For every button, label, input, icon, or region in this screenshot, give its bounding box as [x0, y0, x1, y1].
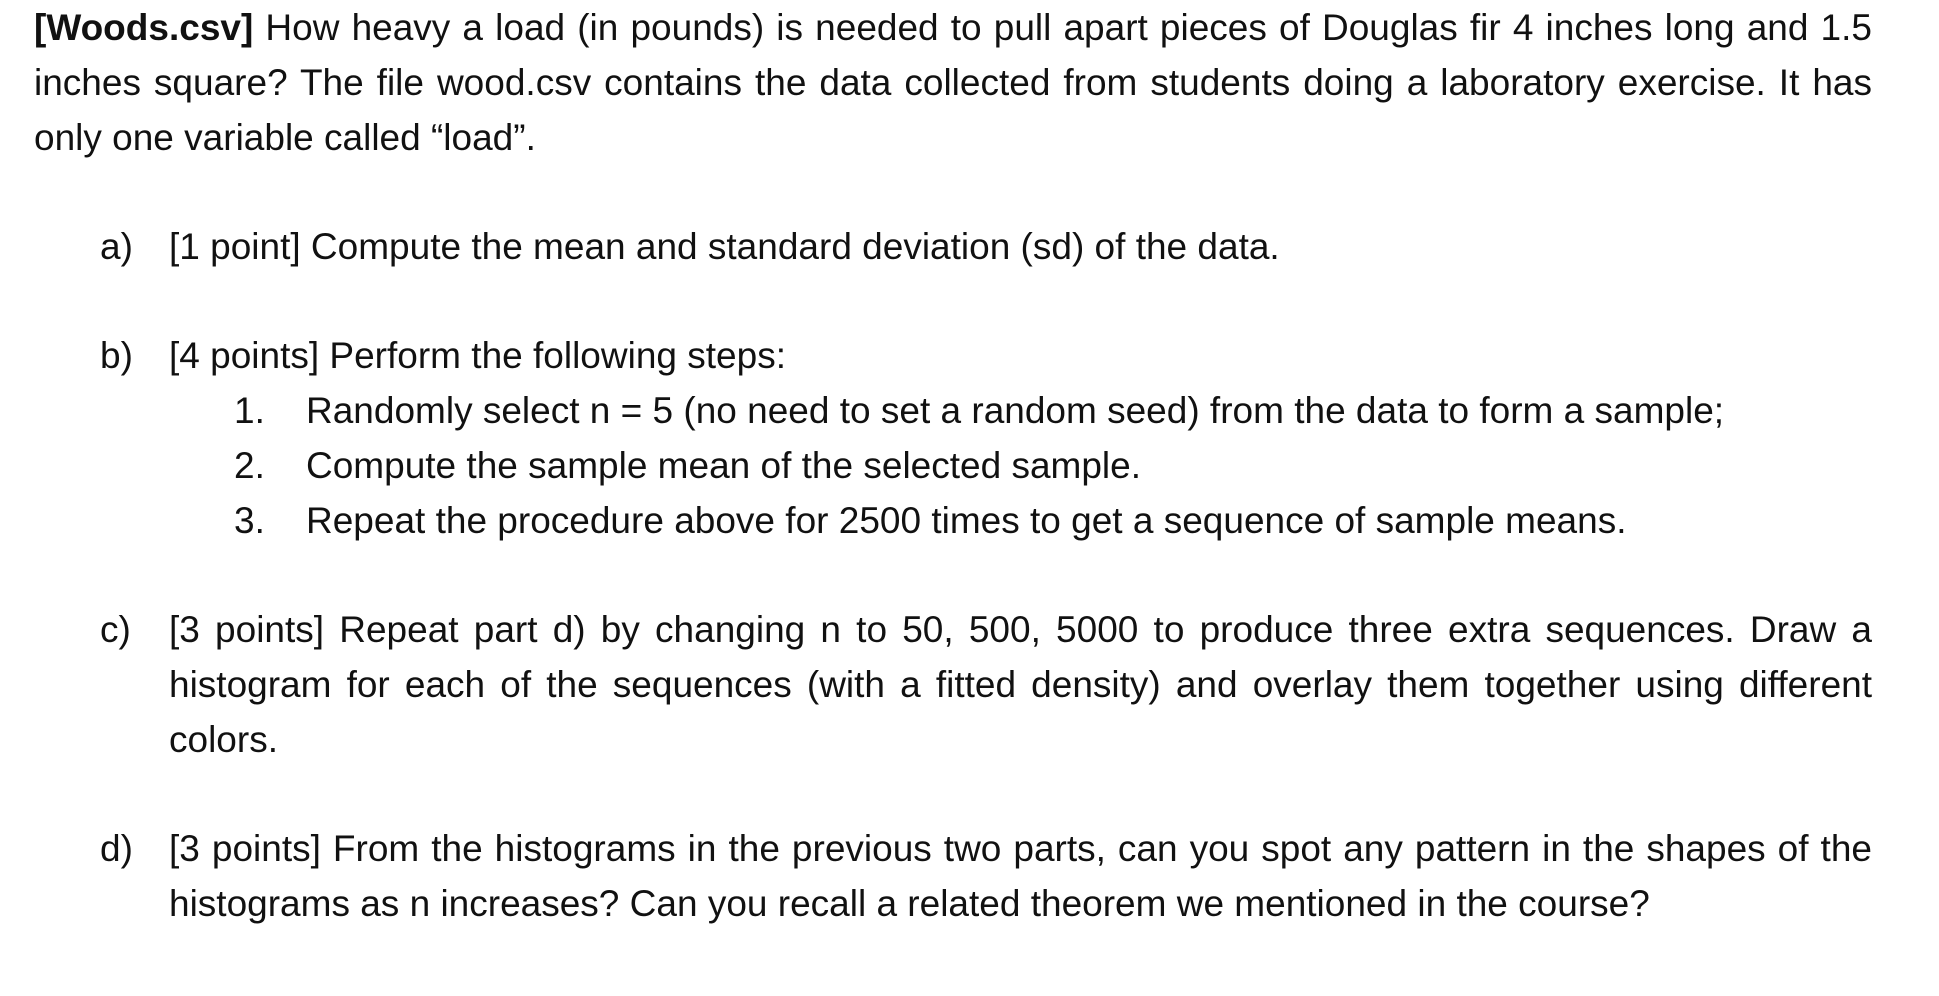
part-c-label: c): [100, 609, 131, 650]
step-3-text: Repeat the procedure above for 2500 times to get a sequence of sample means.: [306, 500, 1627, 541]
step-3-number: 3.: [234, 500, 265, 541]
part-a-text: [1 point] Compute the mean and standard deviation (sd) of the data.: [169, 226, 1280, 267]
part-c: [34, 602, 1899, 767]
step-1-text: Randomly select n = 5 (no need to set a random seed) from the data to form a sample;: [306, 390, 1725, 431]
part-b: [34, 328, 1899, 548]
part-d-text: [3 points] From the histograms in the previous two parts, can you spot any pattern in the shapes of the histograms as n increases? Can you recall a related theorem we mentioned in the course?: [169, 828, 1872, 924]
step-2-number: 2.: [234, 445, 265, 486]
step-1: [34, 383, 1899, 438]
step-2-text: Compute the sample mean of the selected sample.: [306, 445, 1142, 486]
part-d: [34, 821, 1899, 931]
part-b-label: b): [100, 335, 133, 376]
part-a-label: a): [100, 226, 133, 267]
part-a: [34, 219, 1899, 274]
question-parts: [34, 219, 1899, 931]
part-d-label: d): [100, 828, 133, 869]
step-2: [34, 438, 1899, 493]
question-intro: [34, 0, 1872, 165]
intro-text: How heavy a load (in pounds) is needed to pull apart pieces of Douglas fir 4 inches long and 1.5 inches square? The file wood.csv contains the data collected from students doing a laboratory exercise. It has only one variable called “load”.: [34, 7, 1872, 158]
step-3: [34, 493, 1899, 548]
dataset-tag: [Woods.csv]: [34, 7, 254, 48]
part-c-text: [3 points] Repeat part d) by changing n to 50, 500, 5000 to produce three extra sequences. Draw a histogram for each of the sequences (with a fitted density) and overlay them together using different colors.: [169, 609, 1872, 760]
step-1-number: 1.: [234, 390, 265, 431]
part-b-text: [4 points] Perform the following steps:: [169, 335, 786, 376]
part-b-steps: [34, 383, 1899, 548]
